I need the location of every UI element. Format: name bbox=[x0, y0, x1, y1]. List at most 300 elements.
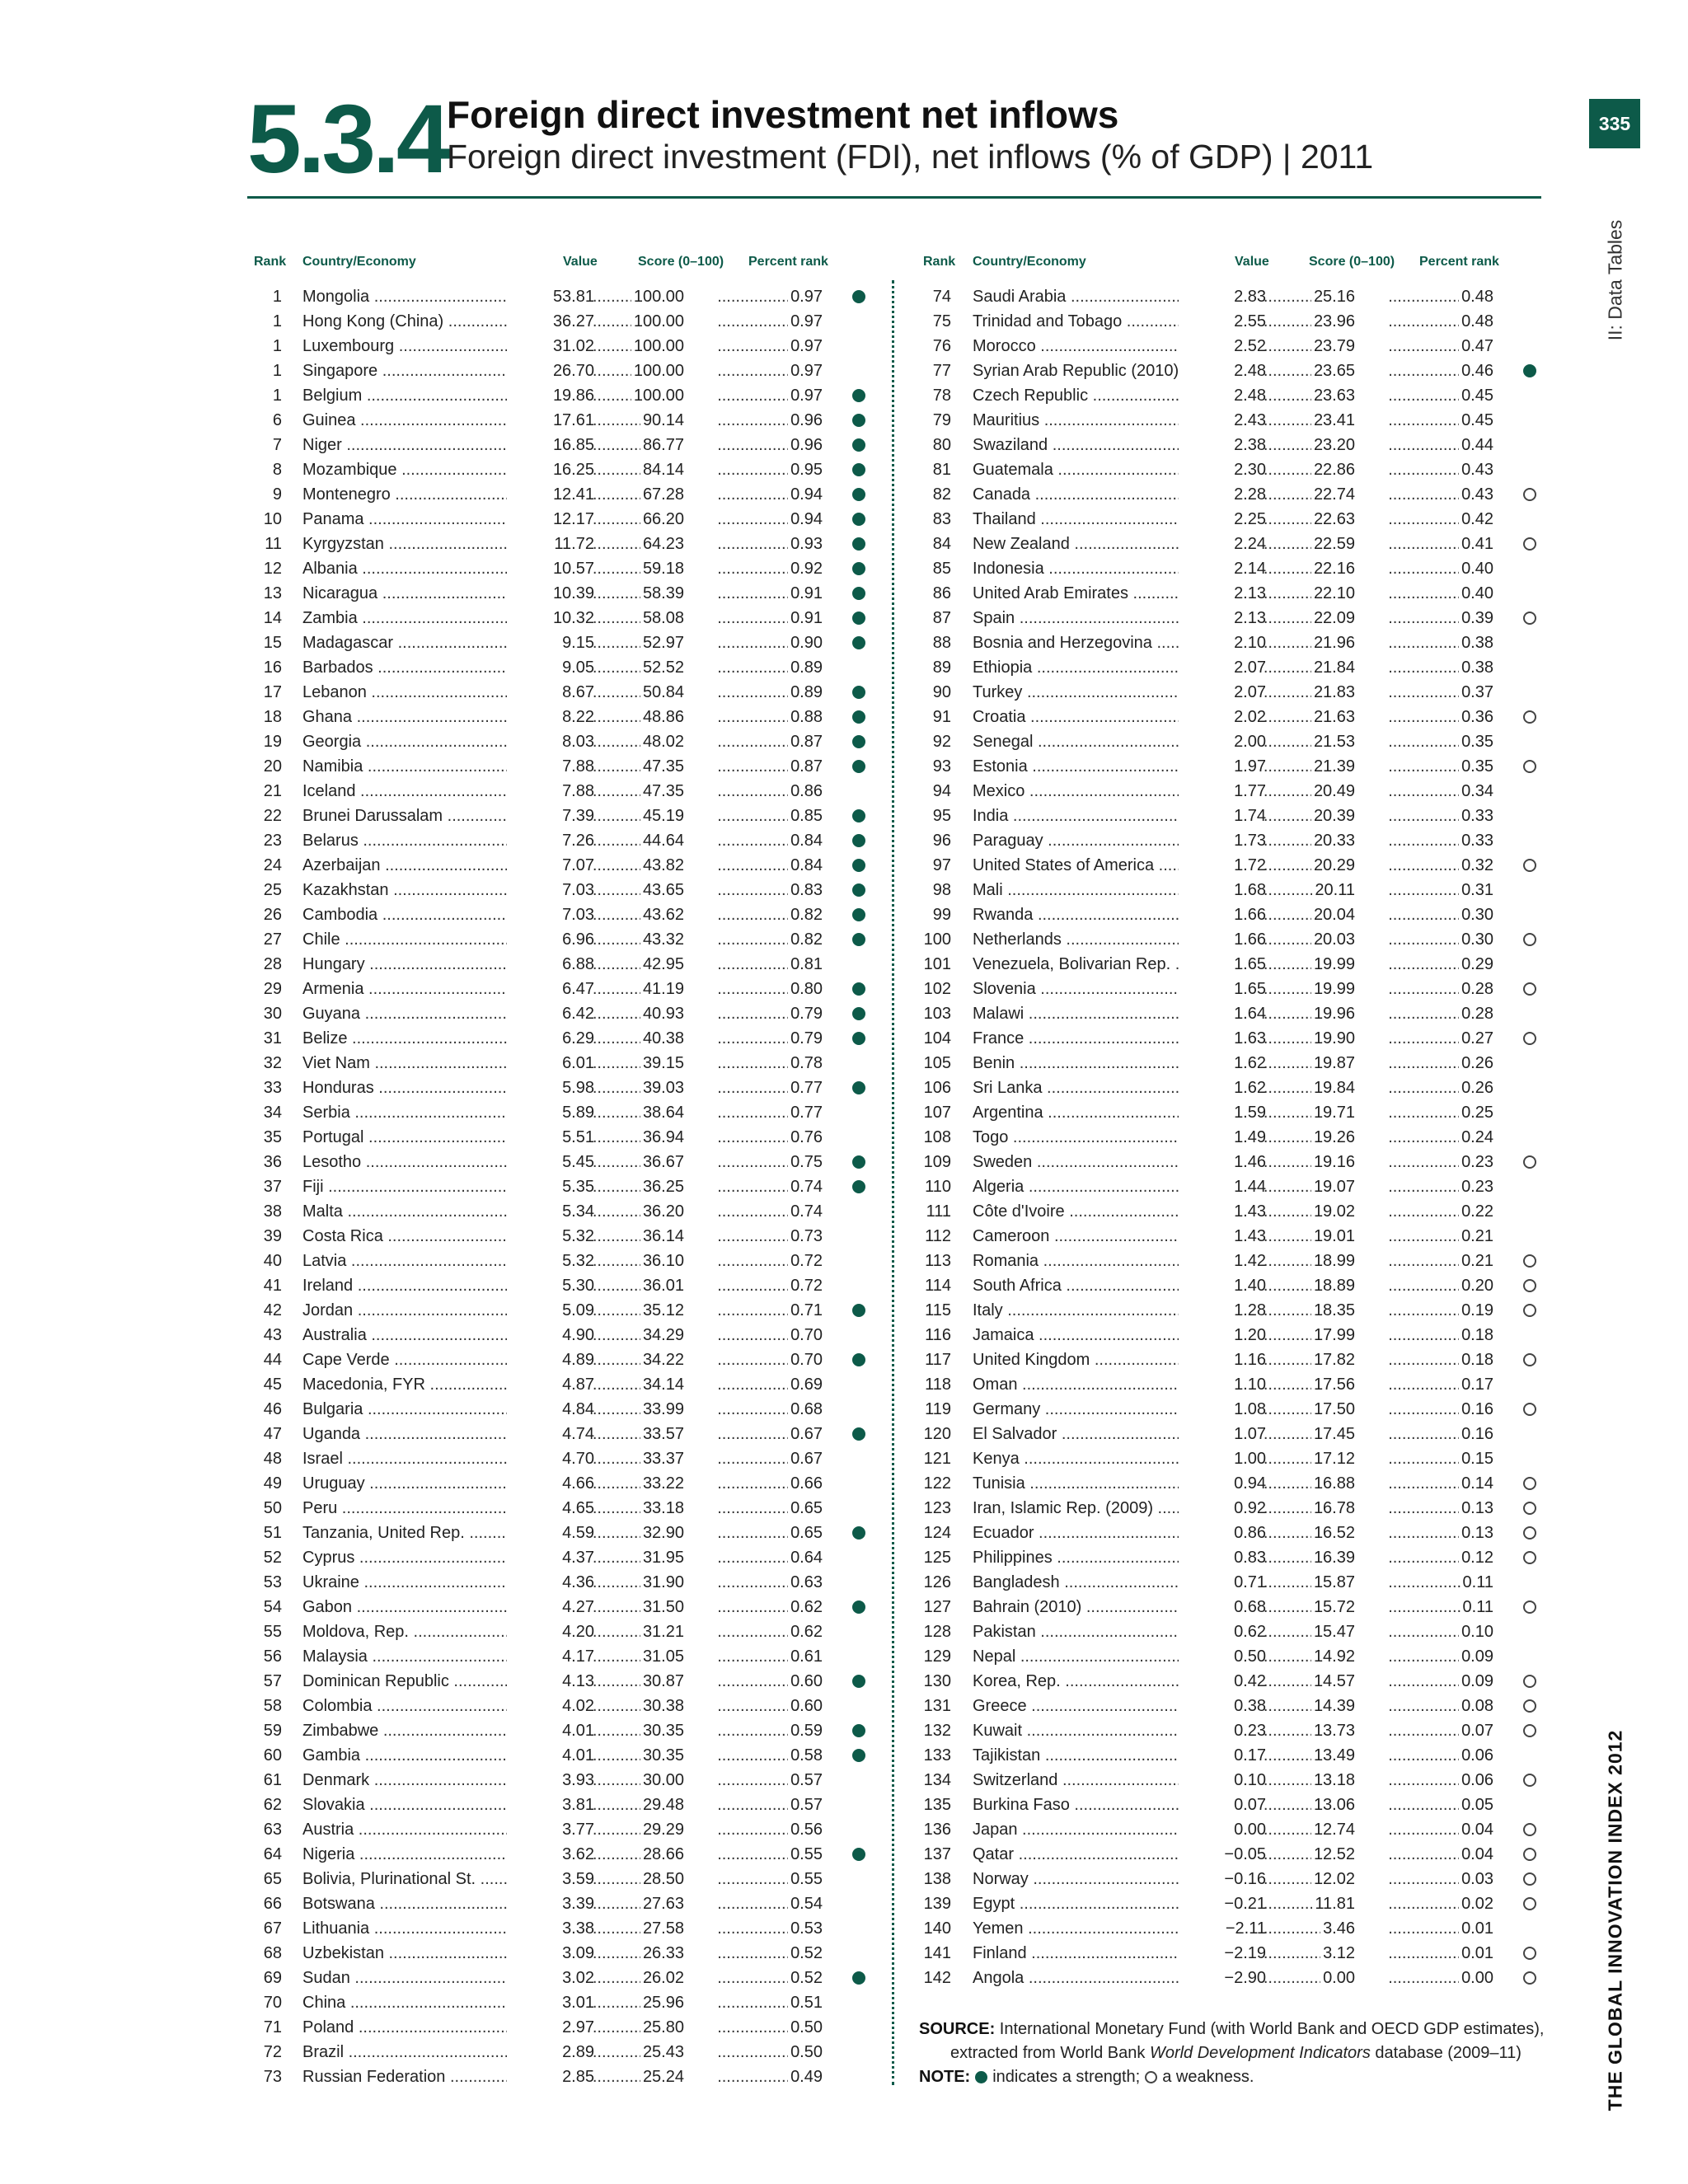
value-cell: 4.37 bbox=[507, 1549, 594, 1567]
country-name: Benin bbox=[973, 1054, 1015, 1072]
percent-rank-value: 0.55 bbox=[788, 1870, 823, 1888]
percent-rank-cell bbox=[719, 1277, 823, 1295]
score-cell bbox=[593, 387, 684, 405]
table-row bbox=[247, 1842, 874, 1867]
table-row bbox=[247, 828, 874, 853]
percent-rank-cell bbox=[719, 1227, 823, 1245]
percent-rank-value: 0.11 bbox=[1461, 1573, 1493, 1591]
score-value: 43.32 bbox=[640, 930, 684, 949]
score-value: 19.96 bbox=[1311, 1005, 1355, 1023]
strength-dot-icon bbox=[975, 2071, 987, 2083]
percent-rank-value: 0.39 bbox=[1459, 609, 1493, 627]
percent-rank-cell bbox=[1390, 1400, 1493, 1418]
percent-rank-cell bbox=[1390, 1351, 1493, 1369]
score-cell bbox=[593, 1870, 684, 1888]
score-cell bbox=[593, 1919, 684, 1938]
country-name: Swaziland bbox=[973, 436, 1048, 454]
weakness-circle-icon bbox=[1523, 1774, 1536, 1787]
score-value: 100.00 bbox=[631, 387, 684, 405]
country-name: Burkina Faso bbox=[973, 1796, 1070, 1814]
percent-rank-cell bbox=[719, 658, 823, 677]
rank-cell: 79 bbox=[932, 411, 951, 429]
score-value: 16.39 bbox=[1311, 1549, 1355, 1567]
percent-rank-value: 0.97 bbox=[788, 362, 823, 380]
table-row bbox=[247, 1966, 874, 1990]
score-value: 34.14 bbox=[640, 1376, 684, 1394]
score-value: 25.80 bbox=[640, 2018, 684, 2036]
score-value: 15.47 bbox=[1311, 1623, 1355, 1641]
table-row bbox=[917, 606, 1543, 630]
country-name: Lesotho bbox=[302, 1153, 362, 1171]
country-name: Costa Rica bbox=[302, 1227, 383, 1245]
score-value: 23.41 bbox=[1311, 411, 1355, 429]
country-name: Lebanon bbox=[302, 683, 367, 701]
table-row bbox=[917, 977, 1543, 1001]
rank-cell: 70 bbox=[263, 1994, 282, 2012]
percent-rank-cell bbox=[719, 832, 823, 850]
table-row bbox=[917, 334, 1543, 359]
rank-cell: 23 bbox=[263, 832, 282, 850]
strength-dot-icon bbox=[852, 1353, 865, 1366]
rank-cell: 45 bbox=[263, 1376, 282, 1394]
rank-cell: 47 bbox=[263, 1425, 282, 1443]
strength-dot-icon bbox=[852, 1601, 865, 1614]
strength-dot-icon bbox=[852, 438, 865, 452]
rank-cell: 26 bbox=[263, 906, 282, 924]
score-value: 22.59 bbox=[1311, 535, 1355, 553]
score-cell bbox=[1264, 1499, 1355, 1517]
percent-rank-cell bbox=[1390, 1178, 1493, 1196]
score-value: 18.89 bbox=[1311, 1277, 1355, 1295]
score-cell bbox=[593, 708, 684, 726]
table-row bbox=[247, 532, 874, 556]
percent-rank-value: 0.96 bbox=[788, 436, 823, 454]
table-row bbox=[917, 556, 1543, 581]
side-publication-label: THE GLOBAL INNOVATION INDEX 2012 bbox=[1604, 1729, 1626, 2111]
percent-rank-cell bbox=[719, 1598, 823, 1616]
percent-rank-value: 0.84 bbox=[788, 832, 823, 850]
rank-cell: 118 bbox=[925, 1376, 951, 1394]
source-note bbox=[919, 2018, 1544, 2089]
country-name: Georgia bbox=[302, 733, 362, 751]
value-cell: −2.11 bbox=[1179, 1919, 1266, 1938]
score-cell bbox=[593, 2018, 684, 2036]
score-cell bbox=[593, 1005, 684, 1023]
right-table bbox=[917, 251, 1543, 1990]
table-row bbox=[247, 1743, 874, 1768]
table-row bbox=[247, 902, 874, 927]
value-cell: 2.24 bbox=[1179, 535, 1266, 553]
weakness-circle-icon bbox=[1523, 1502, 1536, 1515]
percent-rank-cell bbox=[1390, 510, 1493, 528]
percent-rank-cell bbox=[719, 807, 823, 825]
percent-rank-cell bbox=[719, 980, 823, 998]
score-cell bbox=[593, 510, 684, 528]
value-cell: 4.13 bbox=[507, 1672, 594, 1690]
score-value: 17.56 bbox=[1311, 1376, 1355, 1394]
percent-rank-value: 0.25 bbox=[1459, 1104, 1493, 1122]
percent-rank-value: 0.26 bbox=[1459, 1054, 1493, 1072]
score-value: 14.39 bbox=[1311, 1697, 1355, 1715]
percent-rank-cell bbox=[1390, 1821, 1493, 1839]
percent-rank-cell bbox=[719, 906, 823, 924]
percent-rank-value: 0.00 bbox=[1459, 1969, 1493, 1987]
value-cell: 11.72 bbox=[507, 535, 594, 553]
score-value: 43.65 bbox=[640, 881, 684, 899]
score-value: 22.63 bbox=[1311, 510, 1355, 528]
percent-rank-value: 0.10 bbox=[1459, 1623, 1493, 1641]
score-value: 40.93 bbox=[640, 1005, 684, 1023]
rank-cell: 31 bbox=[263, 1029, 282, 1047]
score-cell bbox=[593, 1944, 684, 1962]
rank-cell: 120 bbox=[923, 1425, 951, 1443]
country-name: Croatia bbox=[973, 708, 1026, 726]
score-cell bbox=[593, 1845, 684, 1863]
percent-rank-cell bbox=[719, 337, 823, 355]
score-cell bbox=[593, 1301, 684, 1319]
table-row bbox=[247, 977, 874, 1001]
note-strength-text: indicates a strength; bbox=[992, 2068, 1141, 2086]
score-value: 21.84 bbox=[1311, 658, 1355, 677]
score-value: 0.00 bbox=[1320, 1969, 1355, 1987]
strength-dot-icon bbox=[852, 1971, 865, 1985]
score-cell bbox=[593, 1994, 684, 2012]
score-value: 20.39 bbox=[1311, 807, 1355, 825]
table-row bbox=[247, 878, 874, 902]
rank-cell: 84 bbox=[932, 535, 951, 553]
score-value: 33.22 bbox=[640, 1474, 684, 1493]
score-cell bbox=[1264, 1474, 1355, 1493]
score-cell bbox=[1264, 1524, 1355, 1542]
weakness-circle-icon bbox=[1523, 982, 1536, 996]
country-name: Oman bbox=[973, 1376, 1018, 1394]
percent-rank-cell bbox=[719, 634, 823, 652]
strength-dot-icon bbox=[852, 859, 865, 872]
value-cell: 3.02 bbox=[507, 1969, 594, 1987]
score-value: 23.63 bbox=[1311, 387, 1355, 405]
value-cell: 1.68 bbox=[1179, 881, 1266, 899]
strength-dot-icon bbox=[852, 1180, 865, 1193]
table-row bbox=[247, 1718, 874, 1743]
percent-rank-value: 0.76 bbox=[788, 1128, 823, 1146]
score-cell bbox=[593, 634, 684, 652]
score-value: 25.43 bbox=[640, 2043, 684, 2061]
table-row bbox=[917, 1026, 1543, 1051]
percent-rank-cell bbox=[1390, 1104, 1493, 1122]
percent-rank-value: 0.57 bbox=[788, 1796, 823, 1814]
score-cell bbox=[593, 461, 684, 479]
rank-cell: 39 bbox=[263, 1227, 282, 1245]
strength-dot-icon bbox=[852, 612, 865, 625]
score-value: 22.86 bbox=[1311, 461, 1355, 479]
percent-rank-cell bbox=[1390, 1969, 1493, 1987]
table-row bbox=[247, 804, 874, 828]
score-cell bbox=[1264, 683, 1355, 701]
score-cell bbox=[593, 955, 684, 973]
percent-rank-value: 0.05 bbox=[1459, 1796, 1493, 1814]
percent-rank-cell bbox=[1390, 1326, 1493, 1344]
score-value: 23.20 bbox=[1311, 436, 1355, 454]
table-row bbox=[917, 1347, 1543, 1372]
source-text: extracted from World Bank bbox=[950, 2044, 1150, 2062]
rank-cell: 96 bbox=[932, 832, 951, 850]
country-name: Germany bbox=[973, 1400, 1041, 1418]
value-cell: 2.83 bbox=[1179, 288, 1266, 306]
value-cell: 0.38 bbox=[1179, 1697, 1266, 1715]
score-cell bbox=[1264, 485, 1355, 504]
value-cell: 16.25 bbox=[507, 461, 594, 479]
country-name: Poland bbox=[302, 2018, 354, 2036]
percent-rank-cell bbox=[719, 1870, 823, 1888]
percent-rank-cell bbox=[1390, 387, 1493, 405]
score-cell bbox=[593, 436, 684, 454]
percent-rank-cell bbox=[719, 1079, 823, 1097]
score-cell bbox=[593, 757, 684, 776]
rank-cell: 95 bbox=[932, 807, 951, 825]
score-cell bbox=[1264, 1376, 1355, 1394]
value-cell: 0.83 bbox=[1179, 1549, 1266, 1567]
percent-rank-cell bbox=[719, 1994, 823, 2012]
country-name: Japan bbox=[973, 1821, 1018, 1839]
percent-rank-value: 0.04 bbox=[1459, 1845, 1493, 1863]
table-row bbox=[247, 1793, 874, 1817]
country-name: United States of America bbox=[973, 856, 1155, 874]
table-row bbox=[917, 804, 1543, 828]
score-cell bbox=[1264, 708, 1355, 726]
score-value: 50.84 bbox=[640, 683, 684, 701]
strength-dot-icon bbox=[852, 809, 865, 823]
percent-rank-value: 0.65 bbox=[788, 1499, 823, 1517]
percent-rank-value: 0.56 bbox=[788, 1821, 823, 1839]
percent-rank-value: 0.38 bbox=[1459, 634, 1493, 652]
table-row bbox=[247, 1521, 874, 1545]
country-name: Finland bbox=[973, 1944, 1027, 1962]
table-row bbox=[917, 309, 1543, 334]
score-value: 19.71 bbox=[1311, 1104, 1355, 1122]
country-name: Nigeria bbox=[302, 1845, 355, 1863]
table-row bbox=[247, 408, 874, 433]
country-name: Slovenia bbox=[973, 980, 1036, 998]
rank-cell: 20 bbox=[263, 757, 282, 776]
score-cell bbox=[1264, 1400, 1355, 1418]
percent-rank-value: 0.13 bbox=[1459, 1524, 1493, 1542]
country-name: Italy bbox=[973, 1301, 1003, 1319]
percent-rank-value: 0.65 bbox=[788, 1524, 823, 1542]
table-row bbox=[247, 1817, 874, 1842]
table-row bbox=[917, 779, 1543, 804]
percent-rank-cell bbox=[1390, 288, 1493, 306]
value-cell: 16.85 bbox=[507, 436, 594, 454]
rank-cell: 9 bbox=[272, 485, 282, 504]
score-value: 67.28 bbox=[640, 485, 684, 504]
rank-cell: 21 bbox=[263, 782, 282, 800]
rank-cell: 83 bbox=[932, 510, 951, 528]
table-row bbox=[917, 581, 1543, 606]
table-row bbox=[917, 1619, 1543, 1644]
rank-cell: 85 bbox=[932, 560, 951, 578]
score-value: 13.73 bbox=[1311, 1722, 1355, 1740]
score-value: 39.03 bbox=[640, 1079, 684, 1097]
source-text-italic: World Development Indicators bbox=[1149, 2044, 1371, 2062]
rank-cell: 130 bbox=[923, 1672, 951, 1690]
percent-rank-cell bbox=[1390, 1128, 1493, 1146]
score-value: 41.19 bbox=[640, 980, 684, 998]
rank-cell: 126 bbox=[923, 1573, 951, 1591]
country-name: Thailand bbox=[973, 510, 1036, 528]
rank-cell: 58 bbox=[263, 1697, 282, 1715]
table-row bbox=[917, 927, 1543, 952]
table-row bbox=[917, 1817, 1543, 1842]
score-cell bbox=[1264, 1919, 1355, 1938]
value-cell: 1.65 bbox=[1179, 955, 1266, 973]
table-row bbox=[247, 1570, 874, 1595]
percent-rank-cell bbox=[719, 1104, 823, 1122]
score-value: 23.65 bbox=[1311, 362, 1355, 380]
table-row bbox=[247, 1471, 874, 1496]
table-row bbox=[247, 705, 874, 729]
score-cell bbox=[593, 906, 684, 924]
strength-dot-icon bbox=[852, 883, 865, 897]
value-cell: 2.14 bbox=[1179, 560, 1266, 578]
percent-rank-value: 0.97 bbox=[788, 337, 823, 355]
percent-rank-value: 0.35 bbox=[1459, 757, 1493, 776]
score-cell bbox=[1264, 1697, 1355, 1715]
score-cell bbox=[593, 1029, 684, 1047]
col-country: Country/Economy bbox=[973, 255, 1086, 269]
score-value: 21.96 bbox=[1311, 634, 1355, 652]
country-name: Uruguay bbox=[302, 1474, 365, 1493]
score-value: 42.95 bbox=[640, 955, 684, 973]
country-name: El Salvador bbox=[973, 1425, 1057, 1443]
value-cell: 3.09 bbox=[507, 1944, 594, 1962]
percent-rank-cell bbox=[719, 881, 823, 899]
value-cell: 2.43 bbox=[1179, 411, 1266, 429]
score-value: 33.57 bbox=[640, 1425, 684, 1443]
value-cell: 3.62 bbox=[507, 1845, 594, 1863]
rank-cell: 82 bbox=[932, 485, 951, 504]
rank-cell: 86 bbox=[932, 584, 951, 602]
rank-cell: 97 bbox=[932, 856, 951, 874]
percent-rank-cell bbox=[719, 2043, 823, 2061]
percent-rank-cell bbox=[719, 411, 823, 429]
percent-rank-value: 0.64 bbox=[788, 1549, 823, 1567]
weakness-circle-icon bbox=[1523, 1032, 1536, 1045]
score-cell bbox=[593, 1400, 684, 1418]
rank-cell: 135 bbox=[923, 1796, 951, 1814]
percent-rank-value: 0.01 bbox=[1459, 1919, 1493, 1938]
score-cell bbox=[1264, 387, 1355, 405]
country-name: Cape Verde bbox=[302, 1351, 390, 1369]
percent-rank-value: 0.36 bbox=[1459, 708, 1493, 726]
strength-dot-icon bbox=[852, 933, 865, 946]
score-cell bbox=[593, 782, 684, 800]
table-row bbox=[247, 1891, 874, 1916]
header-rule bbox=[247, 196, 1541, 199]
country-name: Kuwait bbox=[973, 1722, 1023, 1740]
rank-cell: 7 bbox=[272, 436, 282, 454]
percent-rank-cell bbox=[1390, 1573, 1493, 1591]
value-cell: 31.02 bbox=[507, 337, 594, 355]
score-value: 18.99 bbox=[1311, 1252, 1355, 1270]
score-value: 14.57 bbox=[1311, 1672, 1355, 1690]
score-value: 19.90 bbox=[1311, 1029, 1355, 1047]
percent-rank-value: 0.29 bbox=[1459, 955, 1493, 973]
percent-rank-value: 0.92 bbox=[788, 560, 823, 578]
value-cell: 4.59 bbox=[507, 1524, 594, 1542]
country-name: Tunisia bbox=[973, 1474, 1025, 1493]
value-cell: 3.81 bbox=[507, 1796, 594, 1814]
table-row bbox=[247, 334, 874, 359]
country-name: Gambia bbox=[302, 1746, 361, 1765]
percent-rank-cell bbox=[1390, 1919, 1493, 1938]
country-name: Serbia bbox=[302, 1104, 350, 1122]
percent-rank-cell bbox=[719, 1326, 823, 1344]
score-value: 20.49 bbox=[1311, 782, 1355, 800]
score-cell bbox=[1264, 1005, 1355, 1023]
score-cell bbox=[1264, 1771, 1355, 1789]
percent-rank-cell bbox=[719, 1178, 823, 1196]
score-cell bbox=[593, 288, 684, 306]
score-cell bbox=[593, 1450, 684, 1468]
rank-cell: 29 bbox=[263, 980, 282, 998]
percent-rank-value: 0.71 bbox=[788, 1301, 823, 1319]
percent-rank-value: 0.03 bbox=[1459, 1870, 1493, 1888]
value-cell: 1.64 bbox=[1179, 1005, 1266, 1023]
rank-cell: 56 bbox=[263, 1647, 282, 1666]
rank-cell: 73 bbox=[263, 2068, 282, 2086]
value-cell: 5.32 bbox=[507, 1252, 594, 1270]
country-name: India bbox=[973, 807, 1009, 825]
score-cell bbox=[593, 807, 684, 825]
table-row bbox=[247, 359, 874, 383]
percent-rank-cell bbox=[1390, 337, 1493, 355]
table-row bbox=[247, 383, 874, 408]
rank-cell: 125 bbox=[923, 1549, 951, 1567]
table-row bbox=[247, 457, 874, 482]
value-cell: 26.70 bbox=[507, 362, 594, 380]
score-cell bbox=[1264, 1647, 1355, 1666]
percent-rank-value: 0.33 bbox=[1459, 807, 1493, 825]
score-value: 23.79 bbox=[1311, 337, 1355, 355]
table-row bbox=[917, 853, 1543, 878]
percent-rank-value: 0.31 bbox=[1459, 881, 1493, 899]
table-row bbox=[247, 556, 874, 581]
percent-rank-value: 0.73 bbox=[788, 1227, 823, 1245]
country-name: Egypt bbox=[973, 1895, 1015, 1913]
table-row bbox=[247, 1026, 874, 1051]
weakness-circle-icon bbox=[1523, 612, 1536, 625]
country-name: Namibia bbox=[302, 757, 363, 776]
score-cell bbox=[1264, 906, 1355, 924]
table-row bbox=[917, 680, 1543, 705]
country-name: United Arab Emirates bbox=[973, 584, 1128, 602]
score-cell bbox=[1264, 1598, 1355, 1616]
col-percent-rank: Percent rank bbox=[1419, 255, 1499, 269]
weakness-circle-icon bbox=[1523, 1551, 1536, 1564]
value-cell: −0.21 bbox=[1179, 1895, 1266, 1913]
percent-rank-value: 0.79 bbox=[788, 1005, 823, 1023]
score-value: 21.39 bbox=[1311, 757, 1355, 776]
value-cell: 2.28 bbox=[1179, 485, 1266, 504]
percent-rank-value: 0.89 bbox=[788, 658, 823, 677]
rank-cell: 87 bbox=[932, 609, 951, 627]
percent-rank-cell bbox=[1390, 1474, 1493, 1493]
score-value: 25.96 bbox=[640, 1994, 684, 2012]
country-name: China bbox=[302, 1994, 346, 2012]
country-name: Azerbaijan bbox=[302, 856, 381, 874]
score-cell bbox=[593, 1771, 684, 1789]
percent-rank-cell bbox=[719, 1746, 823, 1765]
